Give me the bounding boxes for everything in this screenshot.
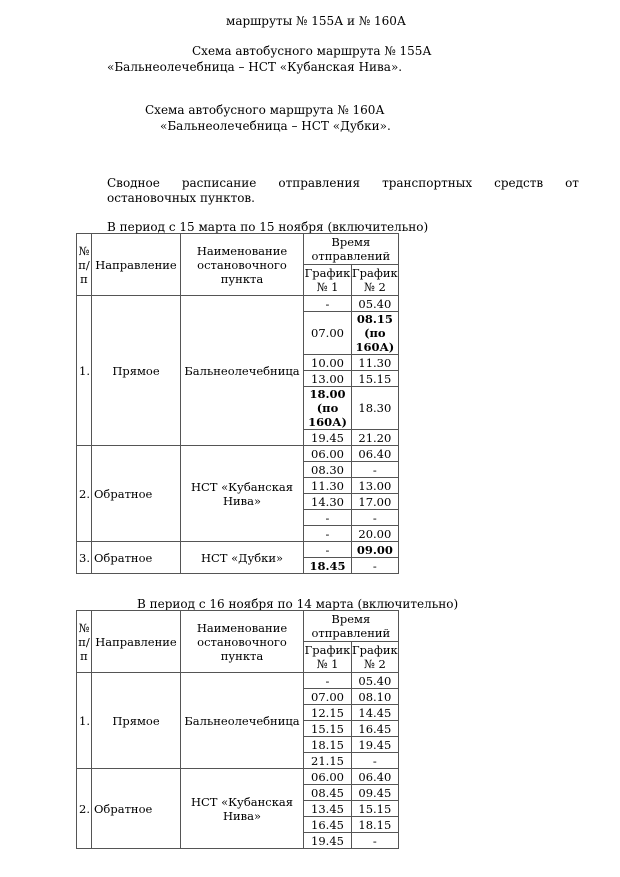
schedule-1-time: 18.00 (по 160А) <box>304 387 352 430</box>
direction-cell: Прямое <box>92 296 181 446</box>
period-1-title: В период с 15 марта по 15 ноября (включительно) <box>107 220 429 234</box>
header-direction: Направление <box>92 611 181 673</box>
direction-cell: Прямое <box>92 673 181 769</box>
header-number: № п/п <box>77 234 92 296</box>
table-header-row <box>77 234 399 265</box>
document-title: маршруты № 155А и № 160А <box>225 14 407 28</box>
schedule-1-time: 15.15 <box>304 721 352 737</box>
route-155-scheme-title: Схема автобусного маршрута № 155А <box>192 44 432 58</box>
schedule-2-time: 08.15 (по 160А) <box>352 312 399 355</box>
schedule-2-time: 16.45 <box>352 721 399 737</box>
schedule-1-time: - <box>304 542 352 558</box>
stop-name-cell: Бальнеолечебница <box>181 296 304 446</box>
table-row <box>77 769 399 785</box>
schedule-1-time: 18.45 <box>304 558 352 574</box>
header-schedule-2: График № 2 <box>352 643 398 671</box>
route-160-scheme-title: Схема автобусного маршрута № 160А <box>145 103 385 117</box>
schedule-1-time: - <box>304 526 352 542</box>
table-header-row <box>77 611 399 642</box>
summary-word: транспортных <box>382 176 473 190</box>
schedule-table-winter <box>76 610 399 849</box>
schedule-2-time: - <box>352 510 399 526</box>
schedule-2-time: - <box>352 833 399 849</box>
schedule-2-time: 13.00 <box>352 478 399 494</box>
schedule-2-time: 05.40 <box>352 673 399 689</box>
summary-word: Сводное <box>107 176 160 190</box>
schedule-1-time: 06.00 <box>304 769 352 785</box>
schedule-1-time: 06.00 <box>304 446 352 462</box>
schedule-1-time: 21.15 <box>304 753 352 769</box>
schedule-2-time: 09.45 <box>352 785 399 801</box>
stop-name-cell: НСТ «Дубки» <box>181 542 304 574</box>
schedule-1-time: 18.15 <box>304 737 352 753</box>
schedule-1-time: 19.45 <box>304 833 352 849</box>
row-number: 2. <box>77 769 92 849</box>
header-departure-time: Время отправлений <box>304 234 399 265</box>
summary-word: расписание <box>181 176 257 190</box>
header-schedule-1: График № 1 <box>304 643 351 671</box>
direction-cell: Обратное <box>92 542 181 574</box>
schedule-2-time: 15.15 <box>352 801 399 817</box>
schedule-2-time: 05.40 <box>352 296 399 312</box>
header-schedule-1: График № 1 <box>304 266 351 294</box>
header-stop-name: Наименование остановочного пункта <box>181 234 304 296</box>
summary-word: от <box>565 176 579 190</box>
schedule-2-time: 18.30 <box>352 387 399 430</box>
schedule-2-time: 08.10 <box>352 689 399 705</box>
route-160-scheme-name: «Бальнеолечебница – НСТ «Дубки». <box>160 119 391 133</box>
schedule-2-time: 09.00 <box>352 542 399 558</box>
row-number: 1. <box>77 296 92 446</box>
schedule-2-time: 17.00 <box>352 494 399 510</box>
header-stop-name: Наименование остановочного пункта <box>181 611 304 673</box>
schedule-1-time: - <box>304 296 352 312</box>
schedule-2-time: 06.40 <box>352 769 399 785</box>
schedule-1-time: 08.45 <box>304 785 352 801</box>
row-number: 1. <box>77 673 92 769</box>
schedule-2-time: 11.30 <box>352 355 399 371</box>
header-departure-time: Время отправлений <box>304 611 399 642</box>
schedule-table-summer <box>76 233 399 574</box>
route-155-scheme-name: «Бальнеолечебница – НСТ «Кубанская Нива». <box>107 60 403 74</box>
header-schedule-2: График № 2 <box>352 266 398 294</box>
direction-cell: Обратное <box>92 769 181 849</box>
schedule-2-time: 18.15 <box>352 817 399 833</box>
schedule-1-time: 11.30 <box>304 478 352 494</box>
schedule-2-time: 14.45 <box>352 705 399 721</box>
direction-cell: Обратное <box>92 446 181 542</box>
schedule-2-time: 19.45 <box>352 737 399 753</box>
summary-word: отправления <box>278 176 361 190</box>
schedule-2-time: 15.15 <box>352 371 399 387</box>
schedule-1-time: 13.00 <box>304 371 352 387</box>
row-number: 2. <box>77 446 92 542</box>
schedule-1-time: 13.45 <box>304 801 352 817</box>
header-direction: Направление <box>92 234 181 296</box>
summary-paragraph <box>107 176 579 206</box>
stop-name-cell: Бальнеолечебница <box>181 673 304 769</box>
summary-line-2: остановочных пунктов. <box>107 191 255 205</box>
schedule-2-time: - <box>352 558 399 574</box>
schedule-1-time: 14.30 <box>304 494 352 510</box>
table-row <box>77 542 399 558</box>
schedule-1-time: 16.45 <box>304 817 352 833</box>
schedule-1-time: 08.30 <box>304 462 352 478</box>
stop-name-cell: НСТ «Кубанская Нива» <box>181 446 304 542</box>
schedule-2-time: 21.20 <box>352 430 399 446</box>
schedule-2-time: 20.00 <box>352 526 399 542</box>
schedule-1-time: 07.00 <box>304 312 352 355</box>
schedule-1-time: - <box>304 673 352 689</box>
schedule-2-time: - <box>352 462 399 478</box>
table-row <box>77 446 399 462</box>
period-2-title: В период с 16 ноября по 14 марта (включительно) <box>137 597 459 611</box>
header-number: № п/п <box>77 611 92 673</box>
schedule-1-time: 12.15 <box>304 705 352 721</box>
schedule-2-time: - <box>352 753 399 769</box>
schedule-1-time: 10.00 <box>304 355 352 371</box>
stop-name-cell: НСТ «Кубанская Нива» <box>181 769 304 849</box>
schedule-1-time: - <box>304 510 352 526</box>
table-row <box>77 673 399 689</box>
summary-word: средств <box>494 176 544 190</box>
table-row <box>77 296 399 312</box>
schedule-2-time: 06.40 <box>352 446 399 462</box>
row-number: 3. <box>77 542 92 574</box>
schedule-1-time: 19.45 <box>304 430 352 446</box>
schedule-1-time: 07.00 <box>304 689 352 705</box>
